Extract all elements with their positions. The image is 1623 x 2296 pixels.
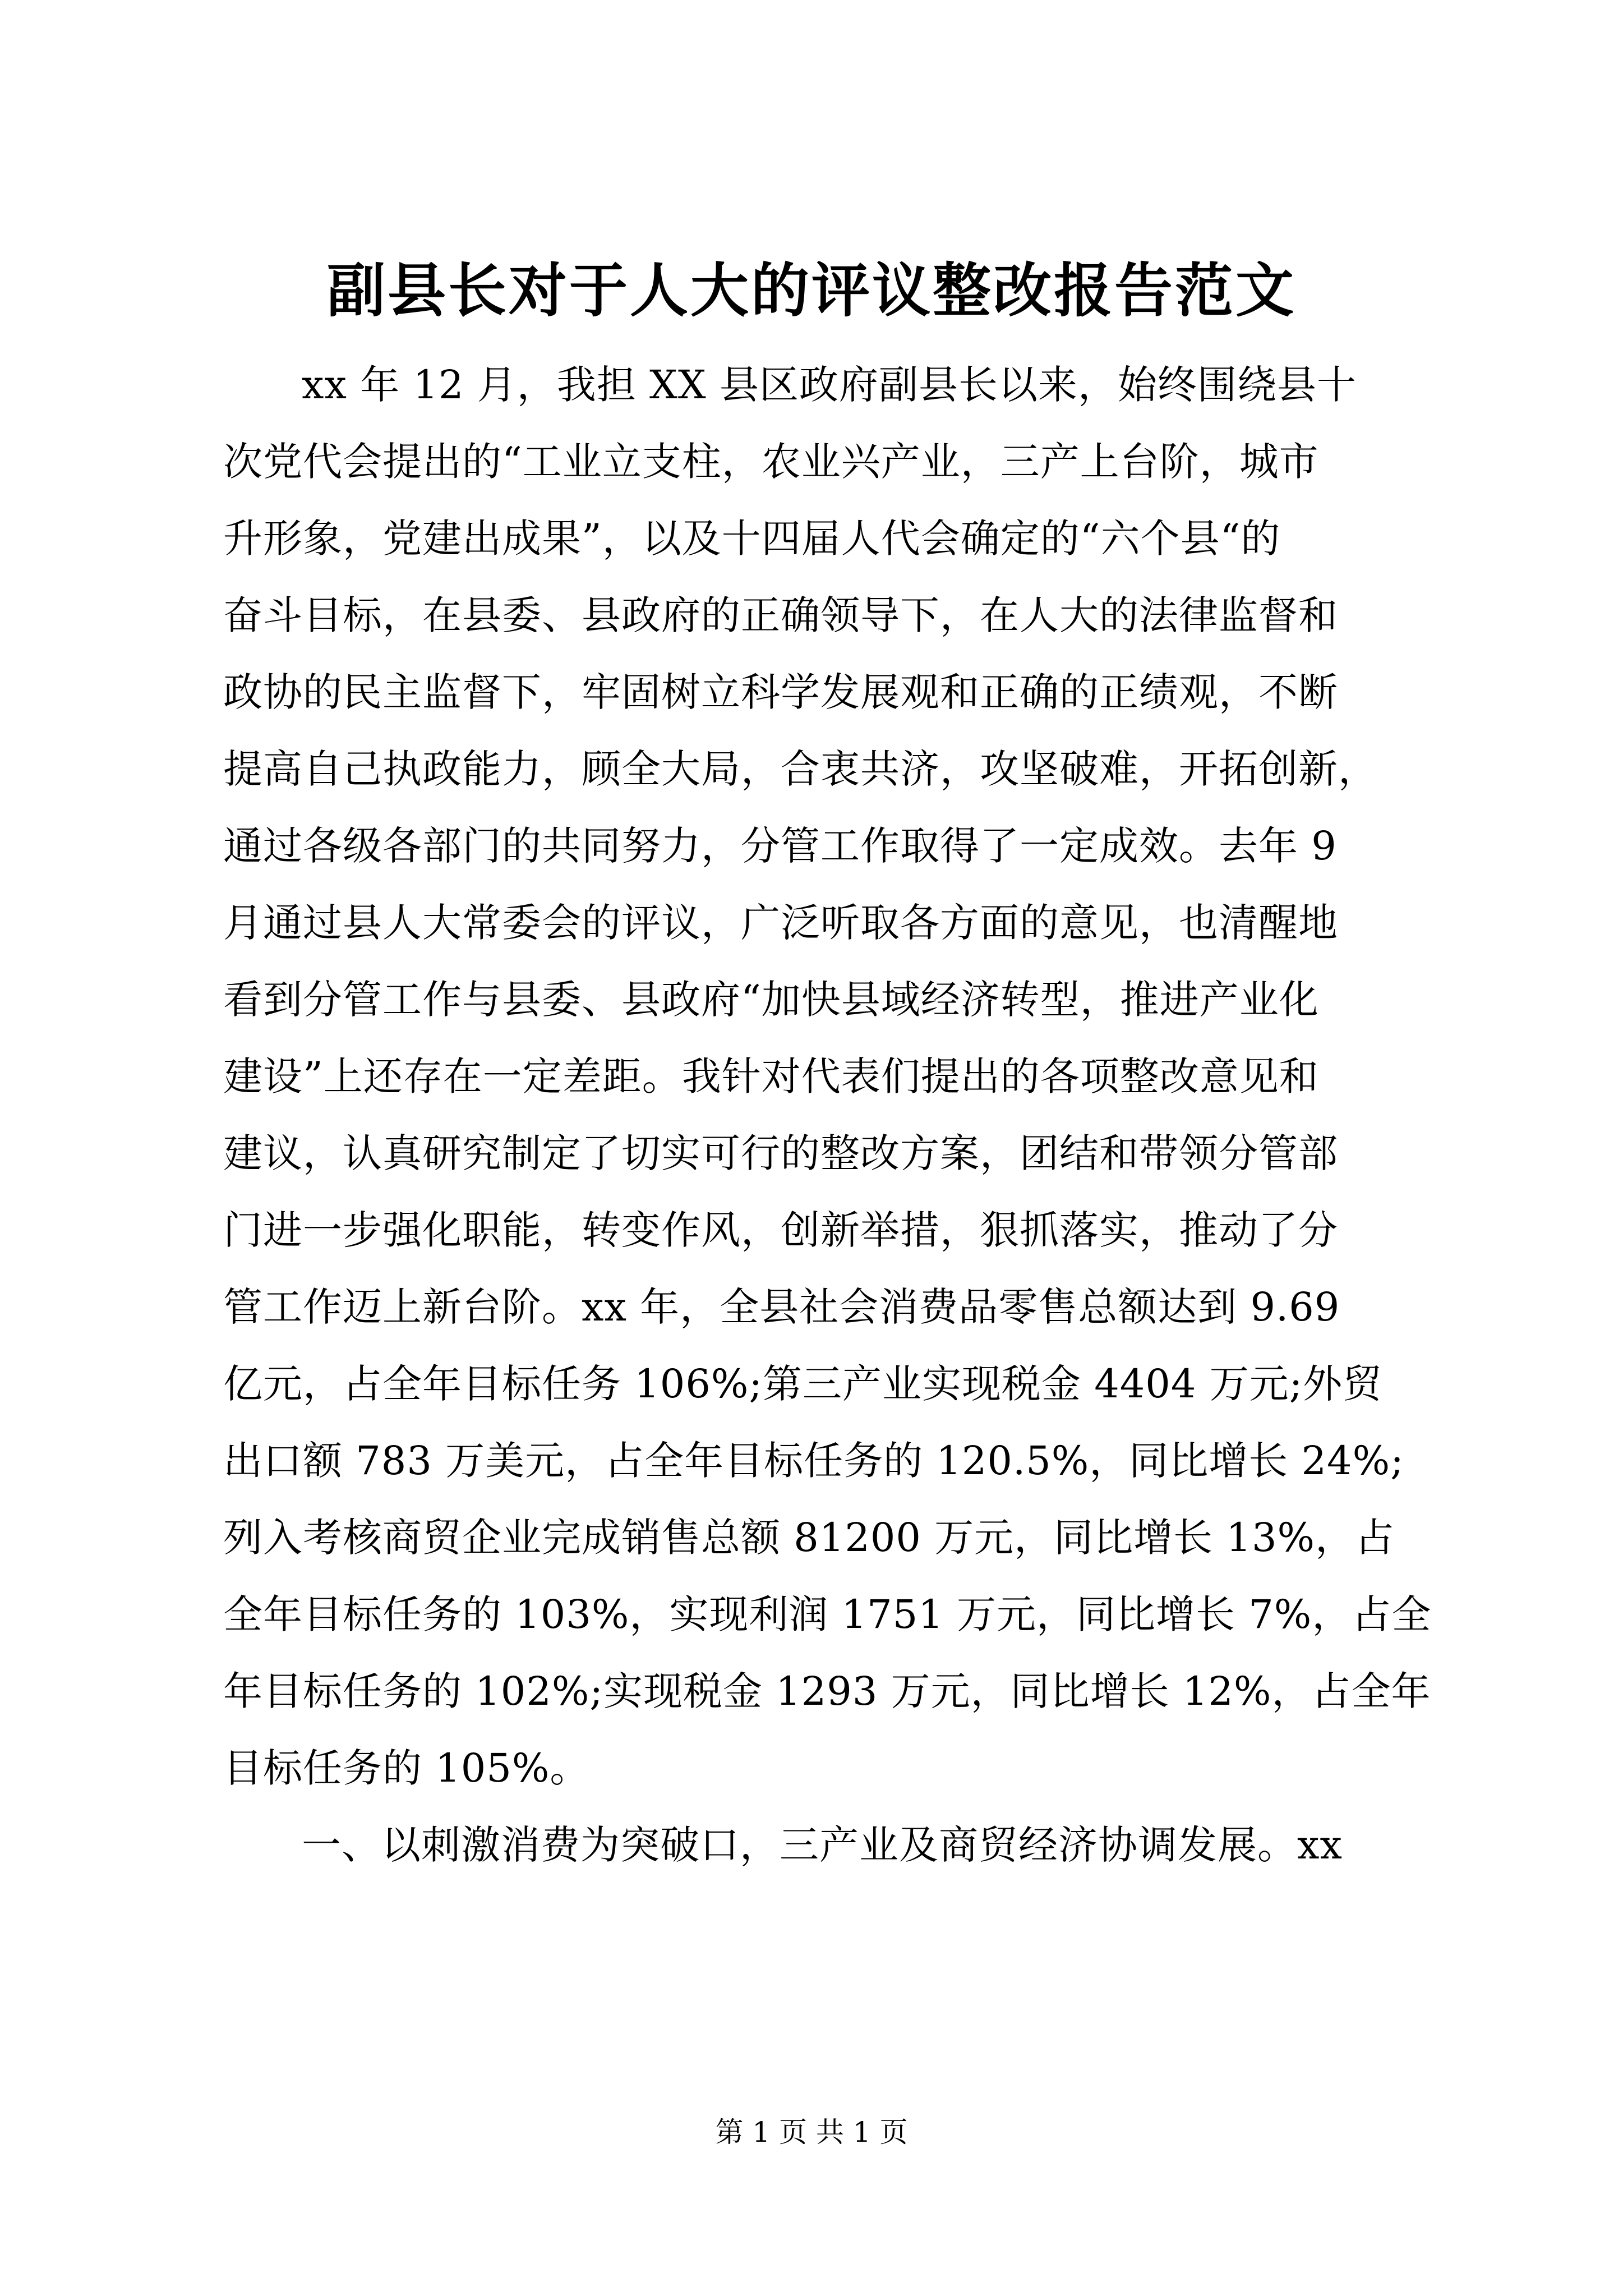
paragraph-line: 门进一步强化职能，转变作风，创新举措，狠抓落实，推动了分 bbox=[223, 1207, 1338, 1253]
paragraph-line: 亿元，占全年目标任务 106%;第三产业实现税金 4404 万元;外贸 bbox=[223, 1361, 1383, 1407]
paragraph-line: 目标任务的 105%。 bbox=[223, 1745, 590, 1791]
paragraph-line: 管工作迈上新台阶。xx 年，全县社会消费品零售总额达到 9.69 bbox=[223, 1284, 1340, 1330]
paragraph-line: 通过各级各部门的共同努力，分管工作取得了一定成效。去年 9 bbox=[223, 823, 1337, 869]
paragraph-line: 次党代会提出的“工业立支柱，农业兴产业，三产上台阶，城市 bbox=[223, 439, 1319, 485]
paragraph-line: 建议，认真研究制定了切实可行的整改方案，团结和带领分管部 bbox=[223, 1130, 1338, 1176]
paragraph-line: 全年目标任务的 103%，实现利润 1751 万元，同比增长 7%，占全 bbox=[223, 1591, 1432, 1637]
document-title: 副县长对于人大的评议整改报告范文 bbox=[326, 256, 1296, 325]
paragraph-line: 看到分管工作与县委、县政府“加快县域经济转型，推进产业化 bbox=[223, 977, 1319, 1023]
page-footer: 第 1 页 共 1 页 bbox=[715, 2116, 908, 2148]
paragraph-line: 出口额 783 万美元，占全年目标任务的 120.5%，同比增长 24%; bbox=[223, 1438, 1404, 1484]
paragraph-line: 奋斗目标，在县委、县政府的正确领导下，在人大的法律监督和 bbox=[223, 592, 1338, 638]
paragraph-line: 建设”上还存在一定差距。我针对代表们提出的各项整改意见和 bbox=[223, 1053, 1319, 1099]
paragraph-line: 提高自己执政能力，顾全大局，合衷共济，攻坚破难，开拓创新， bbox=[223, 746, 1378, 792]
paragraph-line: xx 年 12 月，我担 XX 县区政府副县长以来，始终围绕县十 bbox=[302, 362, 1357, 408]
paragraph-line: 月通过县人大常委会的评议，广泛听取各方面的意见，也清醒地 bbox=[223, 900, 1338, 946]
paragraph-line: 列入考核商贸企业完成销售总额 81200 万元，同比增长 13%，占 bbox=[223, 1515, 1395, 1561]
paragraph-line: 一、以刺激消费为突破口，三产业及商贸经济协调发展。xx bbox=[302, 1822, 1343, 1868]
paragraph-line: 年目标任务的 102%;实现税金 1293 万元，同比增长 12%，占全年 bbox=[223, 1668, 1431, 1714]
paragraph-line: 政协的民主监督下，牢固树立科学发展观和正确的正绩观，不断 bbox=[223, 669, 1338, 715]
paragraph-line: 升形象，党建出成果”，以及十四届人代会确定的“六个县“的 bbox=[223, 516, 1281, 562]
